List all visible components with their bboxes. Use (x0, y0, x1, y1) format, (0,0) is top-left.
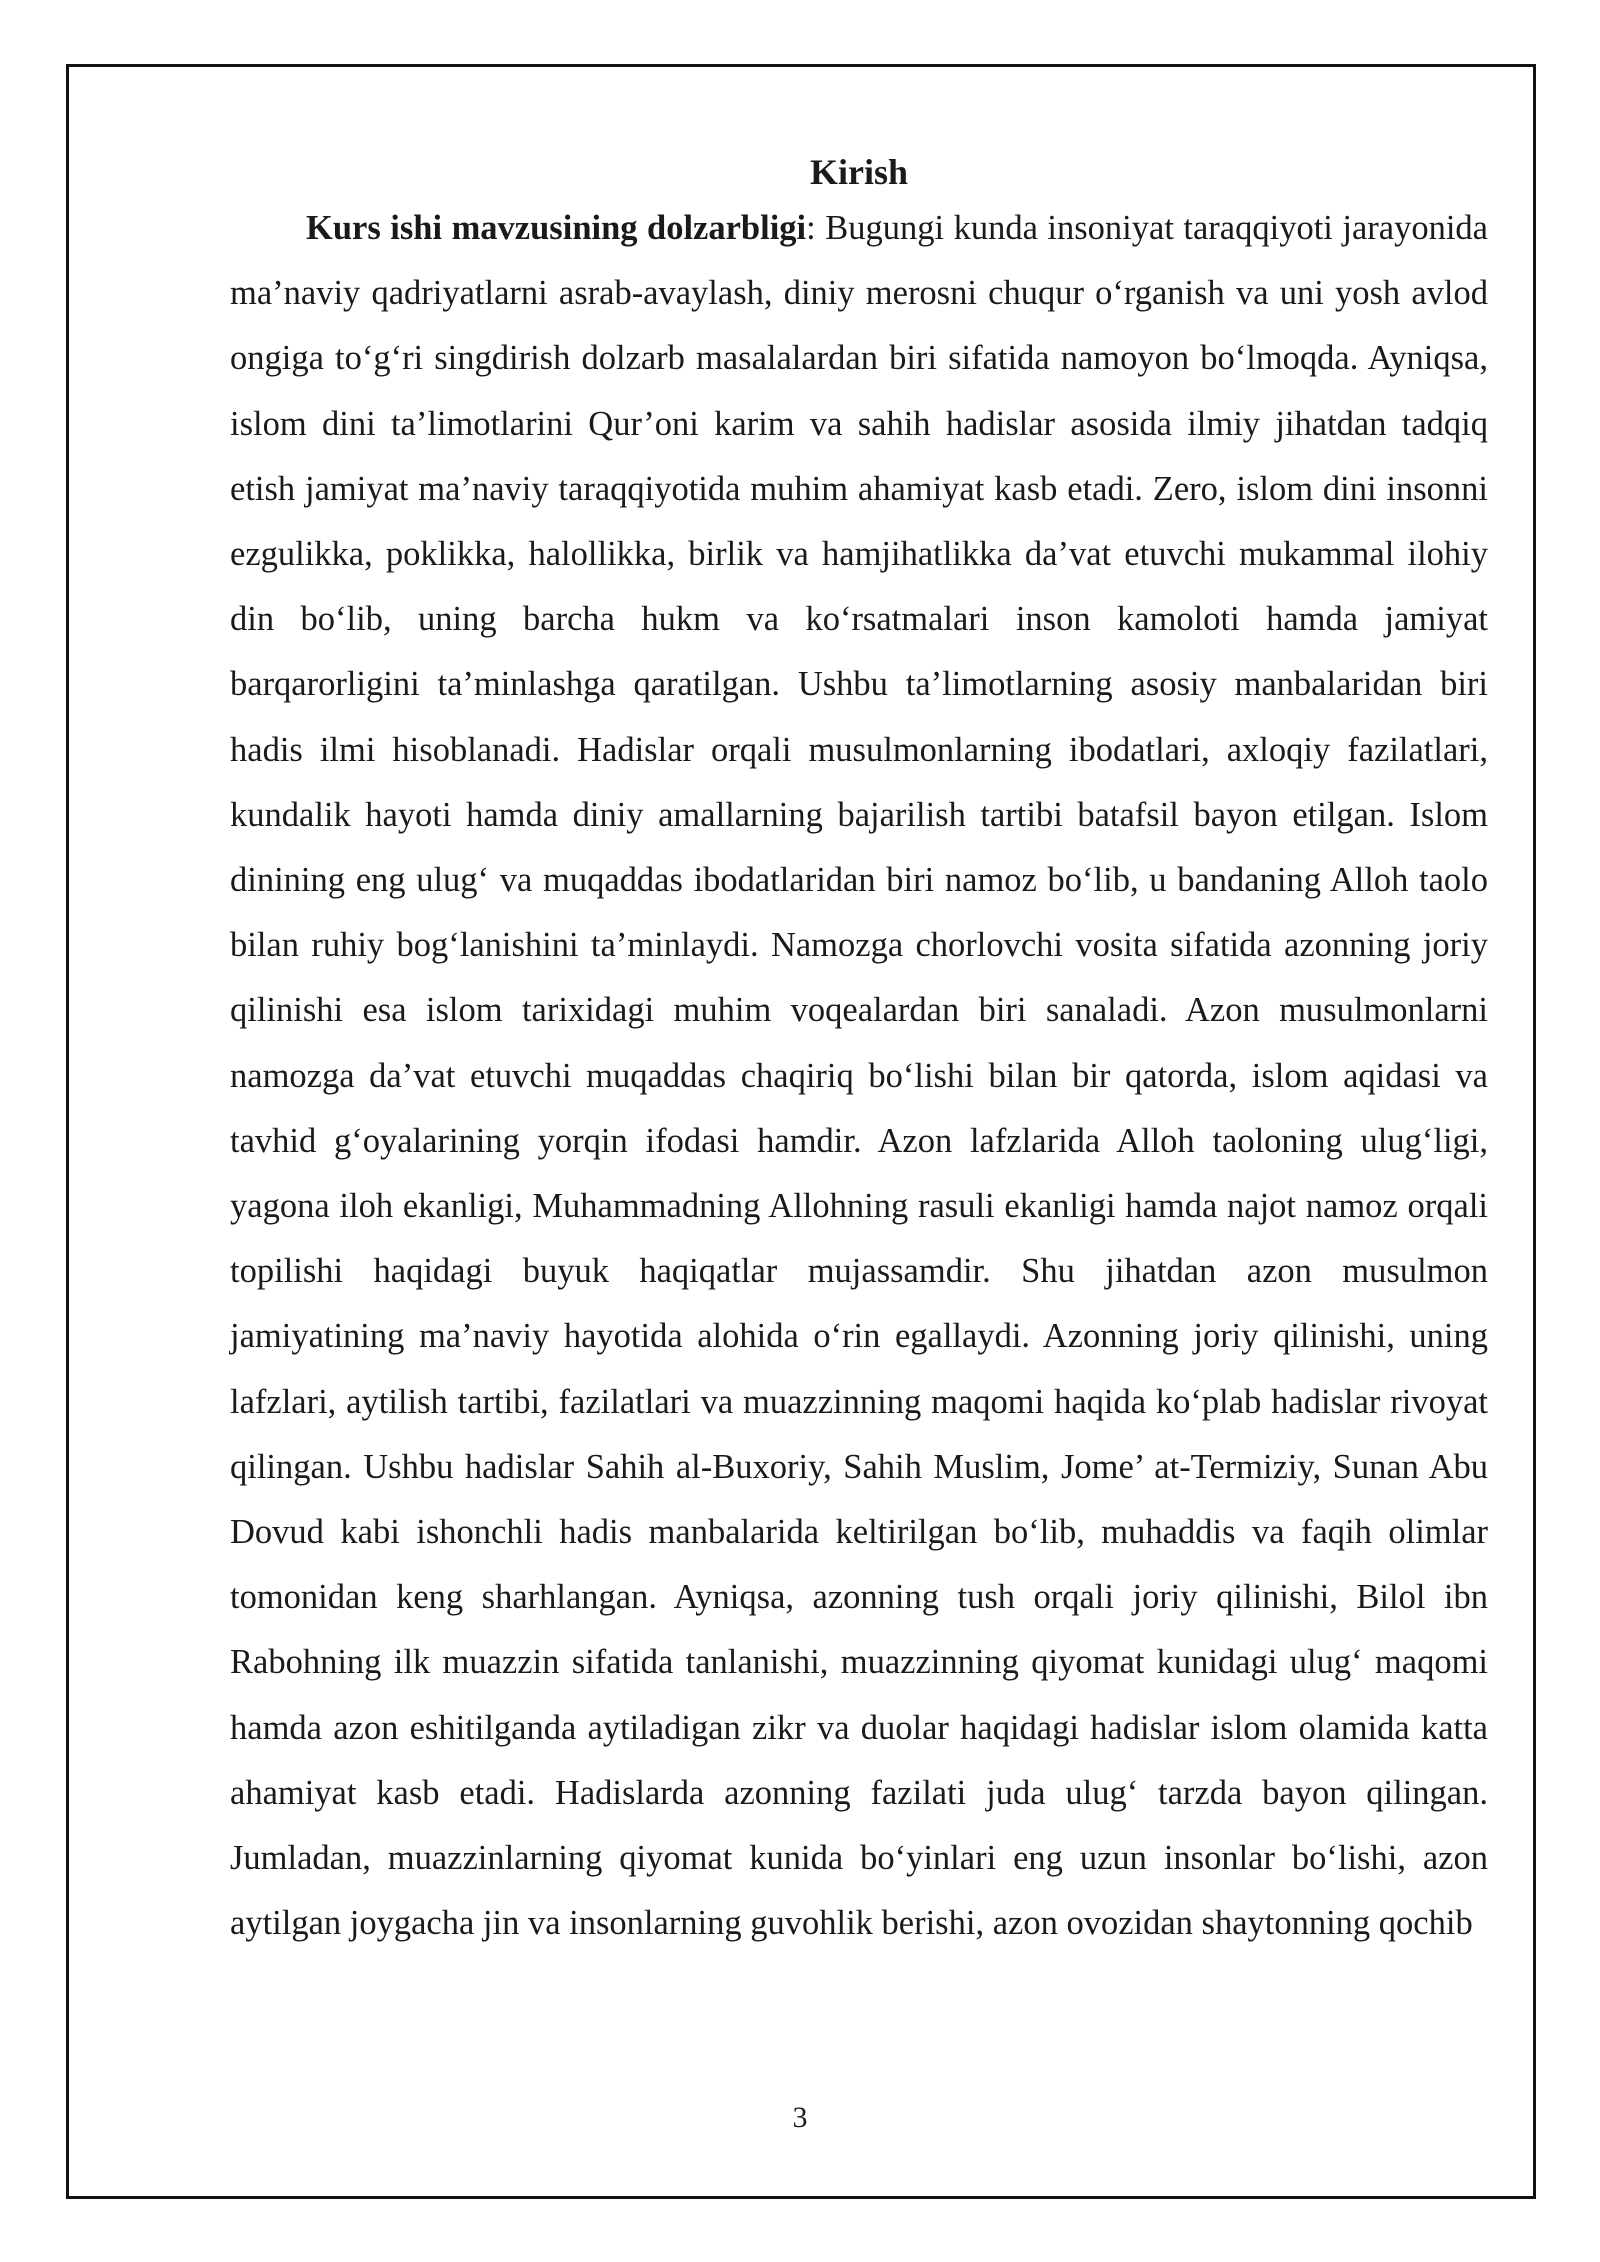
lead-colon: : (806, 209, 816, 247)
section-heading: Kirish (809, 152, 908, 192)
page-content (230, 148, 1488, 1956)
body-paragraph (230, 196, 1488, 1956)
paragraph-text: Bugungi kunda insoniyat taraqqiyoti jarayonida ma’naviy qadriyatlarni asrab-avaylash, diniy merosni chuqur o‘rganish va uni yosh avlod ongiga to‘g‘ri singdirish dolzarb masalalardan biri sifatida namoyon bo‘lmoqda. Ayniqsa, islom dini ta’limotlarini Qur’oni karim va sahih hadislar asosida ilmiy jihatdan tadqiq etish jamiyat ma’naviy taraqqiyotida muhim ahamiyat kasb etadi. Zero, islom dini insonni ezgulikka, poklikka, halollikka, birlik va hamjihatlikka da’vat etuvchi mukammal ilohiy din bo‘lib, uning barcha hukm va ko‘rsatmalari inson kamoloti hamda jamiyat barqarorligini ta’minlashga qaratilgan. Ushbu ta’limotlarning asosiy manbalaridan biri hadis ilmi hisoblanadi. Hadislar orqali musulmonlarning ibodatlari, axloqiy fazilatlari, kundalik hayoti hamda diniy amallarning bajarilish tartibi batafsil bayon etilgan. Islom dinining eng ulug‘ va muqaddas ibodatlaridan biri namoz bo‘lib, u bandaning Alloh taolo bilan ruhiy bog‘lanishini ta’minlaydi. Namozga chorlovchi vosita sifatida azonning joriy qilinishi esa islom tarixidagi muhim voqealardan biri sanaladi. Azon musulmonlarni namozga da’vat etuvchi muqaddas chaqiriq bo‘lishi bilan bir qatorda, islom aqidasi va tavhid g‘oyalarining yorqin ifodasi hamdir. Azon lafzlarida Alloh taoloning ulug‘ligi, yagona iloh ekanligi, Muhammadning Allohning rasuli ekanligi hamda najot namoz orqali topilishi haqidagi buyuk haqiqatlar mujassamdir. Shu jihatdan azon musulmon jamiyatining ma’naviy hayotida alohida o‘rin egallaydi. Azonning joriy qilinishi, uning lafzlari, aytilish tartibi, fazilatlari va muazzinning maqomi haqida ko‘plab hadislar rivoyat qilingan. Ushbu hadislar Sahih al-Buxoriy, Sahih Muslim, Jome’ at-Termiziy, Sunan Abu Dovud kabi ishonchli hadis manbalarida keltirilgan bo‘lib, muhaddis va faqih olimlar tomonidan keng sharhlangan. Ayniqsa, azonning tush orqali joriy qilinishi, Bilol ibn Rabohning ilk muazzin sifatida tanlanishi, muazzinning qiyomat kunidagi ulug‘ maqomi hamda azon eshitilganda aytiladigan zikr va duolar haqidagi hadislar islom olamida katta ahamiyat kasb etadi. Hadislarda azonning fazilati juda ulug‘ tarzda bayon qilingan. Jumladan, muazzinlarning qiyomat kunida bo‘yinlari eng uzun insonlar bo‘lishi, azon aytilgan joygacha jin va insonlarning guvohlik berishi, azon ovozidan shaytonning qochib (230, 209, 1488, 1943)
lead-phrase: Kurs ishi mavzusining dolzarbligi (306, 209, 807, 247)
page-number: 3 (792, 2101, 808, 2134)
